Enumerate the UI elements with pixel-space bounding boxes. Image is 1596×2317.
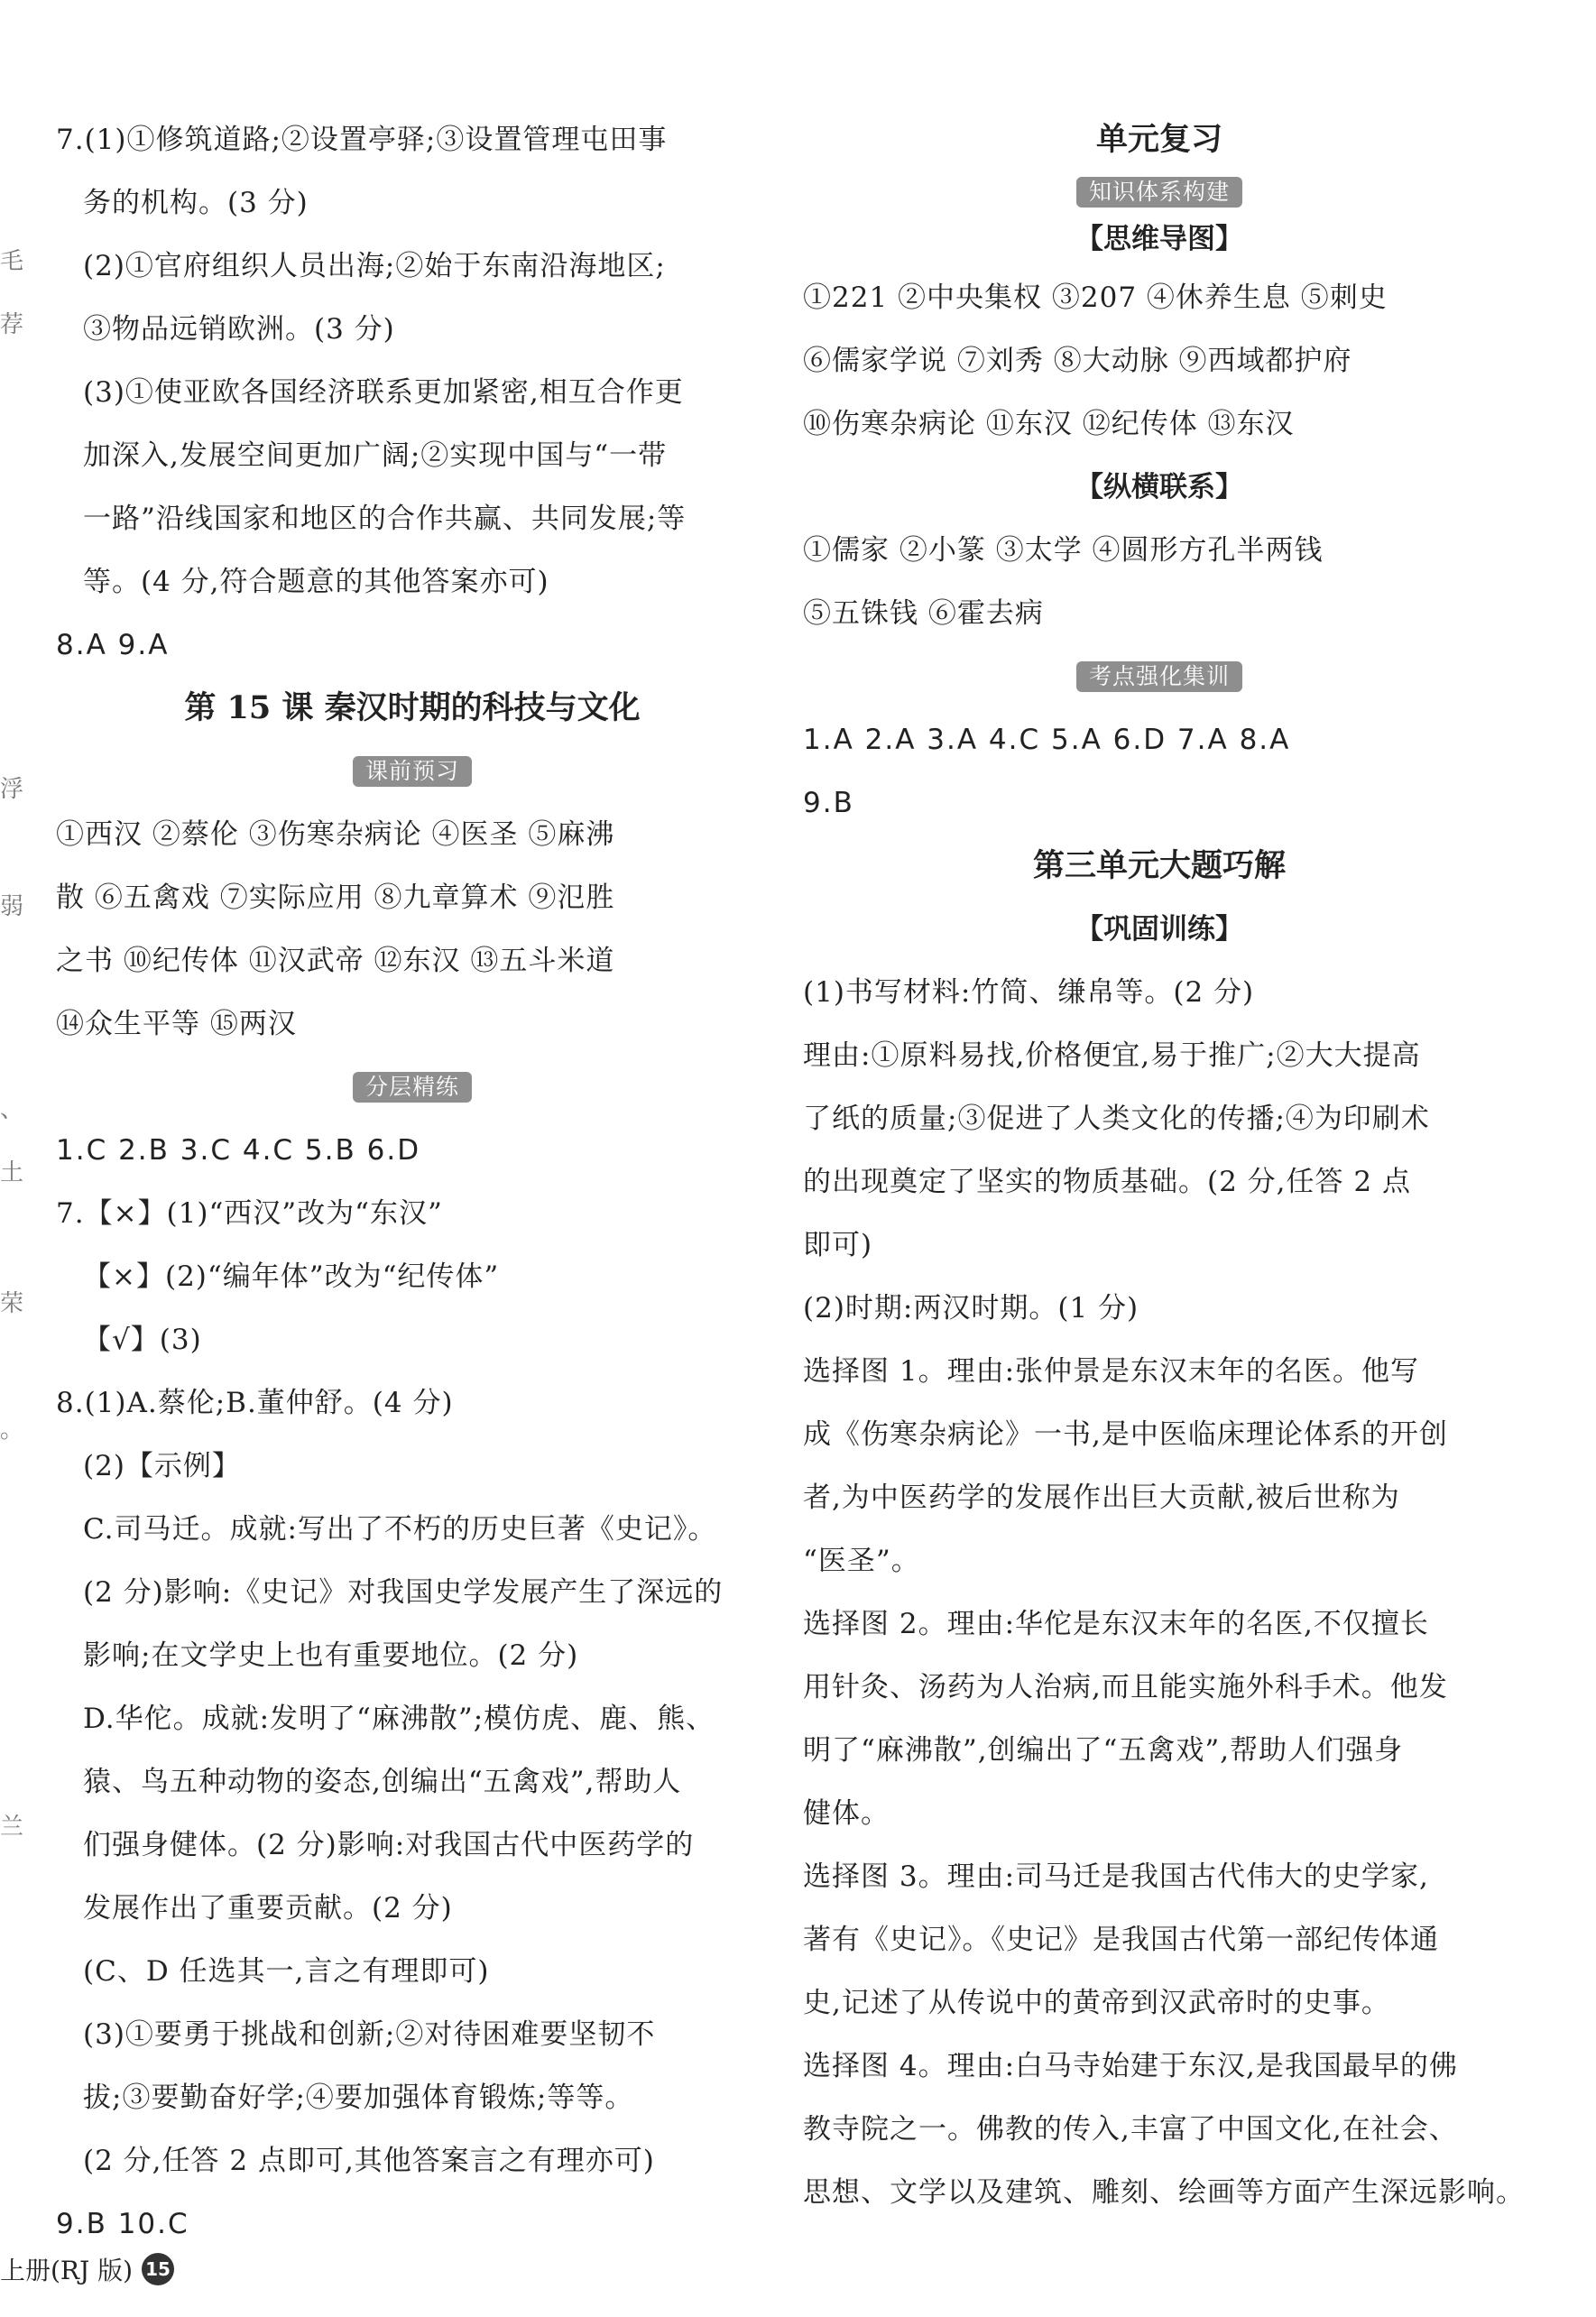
answer-line: (3)①要勇于挑战和创新;②对待困难要坚韧不 — [83, 2018, 656, 2051]
unit-review-title: 单元复习 — [1095, 121, 1222, 158]
unit3-title: 第三单元大题巧解 — [1032, 847, 1286, 884]
choice-answers: 1.A 2.A 3.A 4.C 5.A 6.D 7.A 8.A — [803, 724, 1291, 756]
answer-line: 成《伤寒杂病论》一书,是中医临床理论体系的开创 — [803, 1418, 1448, 1451]
answer-line: 选择图 4。理由:白马寺始建于东汉,是我国最早的佛 — [803, 2050, 1458, 2082]
answer-line: 健体。 — [803, 1797, 890, 1830]
mindmap-heading: 【思维导图】 — [1075, 223, 1243, 255]
answer-line: 务的机构。(3 分) — [83, 187, 309, 219]
answer-line: 发展作出了重要贡献。(2 分) — [83, 1892, 453, 1925]
answer-line: 选择图 1。理由:张仲景是东汉末年的名医。他写 — [803, 1355, 1420, 1388]
edge-mark: 兰 — [0, 1814, 24, 1841]
answer-line: (1)书写材料:竹简、缣帛等。(2 分) — [803, 976, 1255, 1009]
link-heading: 【纵横联系】 — [1075, 471, 1243, 503]
lesson-title: 第 15 课 秦汉时期的科技与文化 — [184, 689, 641, 726]
answer-line: 拔;③要勤奋好学;④要加强体育锻炼;等等。 — [83, 2082, 634, 2114]
answer-line: 等。(4 分,符合题意的其他答案亦可) — [83, 566, 549, 598]
answer-line: ⑭众生平等 ⑮两汉 — [56, 1008, 297, 1040]
page-footer — [0, 2247, 174, 2292]
right-column — [803, 108, 1525, 2224]
answer-line: 者,为中医药学的发展作出巨大贡献,被后世称为 — [803, 1482, 1400, 1514]
section-tag-exam: 考点强化集训 — [1076, 661, 1242, 692]
answer-line: 8.(1)A.蔡伦;B.董仲舒。(4 分) — [56, 1387, 454, 1419]
answer-line: 【×】(2)“编年体”改为“纪传体” — [83, 1260, 500, 1293]
answer-line: 教寺院之一。佛教的传入,丰富了中国文化,在社会、 — [803, 2113, 1458, 2146]
choice-answers: 9.B — [803, 787, 854, 819]
answer-line: 猿、鸟五种动物的姿态,创编出“五禽戏”,帮助人 — [83, 1766, 682, 1798]
choice-answers: 1.C 2.B 3.C 4.C 5.B 6.D — [56, 1134, 421, 1167]
answer-line: 理由:①原料易找,价格便宜,易于推广;②大大提高 — [803, 1039, 1421, 1072]
answer-line: 选择图 3。理由:司马迁是我国古代伟大的史学家, — [803, 1860, 1429, 1893]
answer-line: 加深入,发展空间更加广阔;②实现中国与“一带 — [83, 439, 668, 472]
answer-line: (3)①使亚欧各国经济联系更加紧密,相互合作更 — [83, 376, 684, 409]
answer-line: 用针灸、汤药为人治病,而且能实施外科手术。他发 — [803, 1671, 1448, 1703]
edge-mark: 、 — [0, 1096, 24, 1123]
answer-line: (2 分)影响:《史记》对我国史学发展产生了深远的 — [83, 1576, 724, 1609]
answer-line: ③物品远销欧洲。(3 分) — [83, 313, 395, 346]
answer-line: 的出现奠定了坚实的物质基础。(2 分,任答 2 点 — [803, 1166, 1411, 1198]
answer-line: (C、D 任选其一,言之有理即可) — [83, 1955, 490, 1988]
answer-line: 明了“麻沸散”,创编出了“五禽戏”,帮助人们强身 — [803, 1734, 1404, 1767]
answer-line: 选择图 2。理由:华佗是东汉末年的名医,不仅擅长 — [803, 1608, 1429, 1640]
answer-line: ①西汉 ②蔡伦 ③伤寒杂病论 ④医圣 ⑤麻沸 — [56, 818, 615, 851]
answer-line: ①儒家 ②小篆 ③太学 ④圆形方孔半两钱 — [803, 534, 1324, 567]
left-column — [56, 108, 769, 2256]
answer-line: 史,记述了从传说中的黄帝到汉武帝时的史事。 — [803, 1987, 1390, 2019]
edge-mark: 浮 — [0, 776, 24, 803]
edge-mark: 荣 — [0, 1290, 24, 1317]
section-tag-practice: 分层精练 — [353, 1072, 472, 1103]
section-tag-knowledge: 知识体系构建 — [1076, 177, 1242, 208]
answer-line: ⑥儒家学说 ⑦刘秀 ⑧大动脉 ⑨西域都护府 — [803, 345, 1352, 377]
answer-line: C.司马迁。成就:写出了不朽的历史巨著《史记》。 — [83, 1513, 717, 1546]
choice-answers: 9.B 10.C — [56, 2208, 189, 2240]
edge-mark: 土 — [0, 1159, 24, 1186]
answer-line: 了纸的质量;③促进了人类文化的传播;④为印刷术 — [803, 1103, 1430, 1135]
answer-line: 思想、文学以及建筑、雕刻、绘画等方面产生深远影响。 — [803, 2176, 1525, 2209]
answer-line: ⑩伤寒杂病论 ⑪东汉 ⑫纪传体 ⑬东汉 — [803, 408, 1295, 440]
answer-line: 即可) — [803, 1229, 873, 1261]
answer-line: 7.【×】(1)“西汉”改为“东汉” — [56, 1197, 443, 1230]
edge-mark: 荐 — [0, 311, 24, 338]
answer-line: “医圣”。 — [803, 1545, 920, 1577]
answer-line: 【√】(3) — [83, 1324, 202, 1356]
answer-line: 7.(1)①修筑道路;②设置亭驿;③设置管理屯田事 — [56, 124, 668, 156]
answer-line: (2)①官府组织人员出海;②始于东南沿海地区; — [83, 250, 666, 282]
consolidate-heading: 【巩固训练】 — [1075, 913, 1243, 946]
answer-line: 们强身健体。(2 分)影响:对我国古代中医药学的 — [83, 1829, 695, 1861]
edge-mark: 。 — [0, 1417, 24, 1444]
footer-edition: 上册(RJ 版) — [0, 2256, 134, 2285]
answer-line: ⑤五铢钱 ⑥霍去病 — [803, 597, 1044, 630]
edge-mark: 毛 — [0, 248, 24, 275]
answer-line: 著有《史记》。《史记》是我国古代第一部纪传体通 — [803, 1924, 1439, 1956]
answer-line: D.华佗。成就:发明了“麻沸散”;模仿虎、鹿、熊、 — [83, 1703, 715, 1735]
answer-line: (2)时期:两汉时期。(1 分) — [803, 1292, 1139, 1325]
page-number: 15 — [142, 2253, 174, 2285]
answer-line: (2)【示例】 — [83, 1450, 241, 1482]
edge-mark: 弱 — [0, 893, 24, 920]
answer-line: 一路”沿线国家和地区的合作共赢、共同发展;等 — [83, 503, 687, 535]
answer-line: (2 分,任答 2 点即可,其他答案言之有理亦可) — [83, 2145, 655, 2177]
section-tag-preview: 课前预习 — [353, 756, 472, 787]
answer-line: 之书 ⑩纪传体 ⑪汉武帝 ⑫东汉 ⑬五斗米道 — [56, 945, 615, 977]
answer-line: ①221 ②中央集权 ③207 ④休养生息 ⑤刺史 — [803, 282, 1388, 314]
answer-line: 影响;在文学史上也有重要地位。(2 分) — [83, 1639, 579, 1672]
answer-line: 散 ⑥五禽戏 ⑦实际应用 ⑧九章算术 ⑨氾胜 — [56, 882, 615, 914]
choice-answers: 8.A 9.A — [56, 629, 170, 661]
